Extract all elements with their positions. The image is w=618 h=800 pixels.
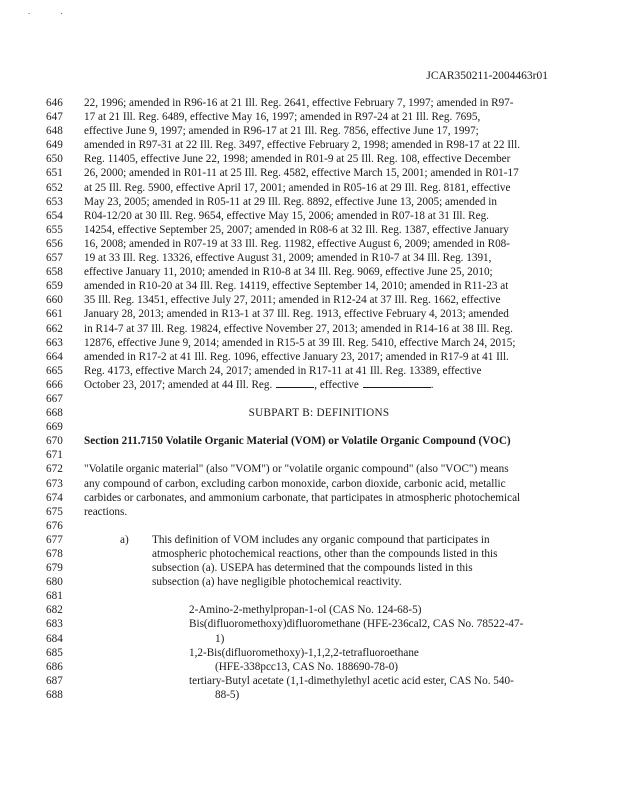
line-number: 649 xyxy=(46,139,63,152)
line-text: effective January 11, 2010; amended in R10-8 at 34 Ill. Reg. 9069, effective June 25, 2010; xyxy=(84,266,493,279)
effective-date-blank xyxy=(363,387,431,388)
line-text: tertiary-Butyl acetate (1,1-dimethylethyl acetic acid ester, CAS No. 540- xyxy=(189,674,514,687)
document-line xyxy=(46,660,566,674)
document-line xyxy=(46,406,566,420)
line-end-punctuation: . xyxy=(430,378,434,391)
line-number: 679 xyxy=(46,562,63,575)
document-line xyxy=(46,181,566,195)
document-line xyxy=(46,265,566,279)
line-text: at 25 Ill. Reg. 5900, effective April 17, 2001; amended in R05-16 at 29 Ill. Reg. 8181, effective xyxy=(84,181,511,194)
line-text: any compound of carbon, excluding carbon monoxide, carbon dioxide, carbonic acid, metallic xyxy=(84,477,506,490)
line-number: 670 xyxy=(46,435,63,448)
document-line xyxy=(46,279,566,293)
line-text: reactions. xyxy=(84,505,128,518)
document-line xyxy=(46,491,566,505)
line-number: 672 xyxy=(46,463,63,476)
line-number: 687 xyxy=(46,674,63,687)
line-number: 666 xyxy=(46,378,63,391)
line-text: (HFE-338pcc13, CAS No. 188690-78-0) xyxy=(215,660,399,673)
line-text: 12876, effective June 9, 2014; amended in R15-5 at 39 Ill. Reg. 5410, effective March 24, 2015; xyxy=(84,336,516,349)
document-line xyxy=(46,350,566,364)
line-text: 14254, effective September 25, 2007; amended in R08-6 at 32 Ill. Reg. 1387, effective January xyxy=(84,223,509,236)
line-number: 668 xyxy=(46,407,63,420)
line-text: in R14-7 at 37 Ill. Reg. 19824, effective November 27, 2013; amended in R14-16 at 38 Ill. Reg. xyxy=(84,322,513,335)
line-text: carbides or carbonates, and ammonium carbonate, that participates in atmospheric photochemical xyxy=(84,491,521,504)
line-number: 663 xyxy=(46,336,63,349)
line-text: amended in R97-31 at 22 Ill. Reg. 3497, effective February 2, 1998; amended in R98-17 at 22 Ill. xyxy=(84,139,521,152)
line-number: 667 xyxy=(46,392,63,405)
line-text: 1) xyxy=(215,632,225,645)
line-text: 35 Ill. Reg. 13451, effective July 27, 2011; amended in R12-24 at 37 Ill. Reg. 1662, effective xyxy=(84,294,501,307)
document-line xyxy=(46,505,566,519)
line-number: 673 xyxy=(46,477,63,490)
document-line xyxy=(46,110,566,124)
line-number: 686 xyxy=(46,660,63,673)
line-number: 653 xyxy=(46,195,63,208)
document-line xyxy=(46,364,566,378)
line-text: 88-5) xyxy=(215,688,240,701)
line-number: 662 xyxy=(46,322,63,335)
line-text: atmospheric photochemical reactions, other than the compounds listed in this xyxy=(152,548,498,560)
line-number: 684 xyxy=(46,632,63,645)
line-number: 660 xyxy=(46,294,63,307)
line-number: 661 xyxy=(46,308,63,321)
line-number: 681 xyxy=(46,590,63,603)
line-number: 671 xyxy=(46,449,63,462)
line-text: Reg. 4173, effective March 24, 2017; amended in R17-11 at 41 Ill. Reg. 13389, effective xyxy=(84,364,482,377)
document-line xyxy=(46,674,566,688)
line-number: 665 xyxy=(46,364,63,377)
document-line xyxy=(46,336,566,350)
line-number: 682 xyxy=(46,604,63,617)
document-line xyxy=(46,166,566,180)
line-text: 16, 2008; amended in R07-19 at 33 Ill. Reg. 11982, effective August 6, 2009; amended in R08- xyxy=(84,237,510,250)
document-line xyxy=(46,547,566,561)
document-line xyxy=(46,392,566,406)
document-line xyxy=(46,237,566,251)
line-number: 676 xyxy=(46,519,63,532)
section-heading: Section 211.7150 Volatile Organic Material (VOM) or Volatile Organic Compound (VOC) xyxy=(84,435,511,448)
line-text: 19 at 33 Ill. Reg. 13326, effective August 31, 2009; amended in R10-7 at 34 Ill. Reg. 1391, xyxy=(84,252,492,265)
subsection-label: a) xyxy=(120,533,129,546)
line-text: 1,2-Bis(difluoromethoxy)-1,1,2,2-tetrafluoroethane xyxy=(189,646,419,659)
line-text: January 28, 2013; amended in R13-1 at 37 Ill. Reg. 1913, effective February 4, 2013; amended xyxy=(84,308,509,321)
document-line xyxy=(46,448,566,462)
line-number: 658 xyxy=(46,266,63,279)
document-line xyxy=(46,96,566,110)
line-text: 22, 1996; amended in R96-16 at 21 Ill. Reg. 2641, effective February 7, 1997; amended in R97- xyxy=(84,97,514,109)
subpart-heading: SUBPART B: DEFINITIONS xyxy=(248,407,390,420)
line-text: subsection (a) have negligible photochemical reactivity. xyxy=(152,576,402,589)
document-line xyxy=(46,632,566,646)
document-line xyxy=(46,561,566,575)
effective-label: effective xyxy=(319,378,359,391)
line-number: 654 xyxy=(46,209,63,222)
corner-marks: . . xyxy=(28,6,77,16)
line-number: 675 xyxy=(46,505,63,518)
document-line xyxy=(46,477,566,491)
document-line xyxy=(46,322,566,336)
document-line xyxy=(46,152,566,166)
line-number: 657 xyxy=(46,252,63,265)
line-number: 652 xyxy=(46,181,63,194)
line-text: 17 at 21 Ill. Reg. 6489, effective May 16, 1997; amended in R97-24 at 21 Ill. Reg. 7695, xyxy=(84,111,481,124)
document-line xyxy=(46,378,566,392)
line-number: 650 xyxy=(46,153,63,166)
document-id: JCAR350211-2004463r01 xyxy=(426,70,548,82)
line-text-with-blanks: October 23, 2017; amended at 44 Ill. Reg. , effective . xyxy=(84,378,434,391)
line-text: subsection (a). USEPA has determined that the compounds listed in this xyxy=(152,562,473,575)
line-text: October 23, 2017; amended at 44 Ill. Reg. xyxy=(84,378,273,391)
document-body xyxy=(46,96,566,702)
line-number: 688 xyxy=(46,688,63,701)
document-line xyxy=(46,575,566,589)
line-text: amended in R10-20 at 34 Ill. Reg. 14119, effective September 14, 2010; amended in R11-23 at xyxy=(84,280,509,293)
line-text: May 23, 2005; amended in R05-11 at 29 Ill. Reg. 8892, effective June 13, 2005; amended in xyxy=(84,195,497,208)
line-text: "Volatile organic material" (also "VOM") or "volatile organic compound" (also "VOC") means xyxy=(84,463,509,476)
line-number: 669 xyxy=(46,421,63,434)
document-line xyxy=(46,209,566,223)
line-number: 680 xyxy=(46,576,63,589)
document-line xyxy=(46,519,566,533)
line-number: 647 xyxy=(46,111,63,124)
line-text: 26, 2000; amended in R01-11 at 25 Ill. Reg. 4582, effective March 15, 2001; amended in R01-17 xyxy=(84,167,519,180)
line-text: effective June 9, 1997; amended in R96-17 at 21 Ill. Reg. 7856, effective June 17, 1997; xyxy=(84,125,479,138)
document-line xyxy=(46,688,566,702)
line-number: 674 xyxy=(46,491,63,504)
line-number: 656 xyxy=(46,237,63,250)
document-line xyxy=(46,533,566,547)
line-number: 685 xyxy=(46,646,63,659)
line-number: 648 xyxy=(46,125,63,138)
document-line xyxy=(46,434,566,448)
document-line xyxy=(46,251,566,265)
line-number: 655 xyxy=(46,223,63,236)
line-text: R04-12/20 at 30 Ill. Reg. 9654, effective May 15, 2006; amended in R07-18 at 31 Ill. Reg. xyxy=(84,209,489,222)
register-page-blank xyxy=(276,387,314,388)
document-line xyxy=(46,124,566,138)
document-line xyxy=(46,589,566,603)
line-text: Bis(difluoromethoxy)difluoromethane (HFE-236cal2, CAS No. 78522-47- xyxy=(189,618,524,631)
line-number: 683 xyxy=(46,618,63,631)
document-line xyxy=(46,223,566,237)
line-number: 678 xyxy=(46,548,63,560)
line-number: 659 xyxy=(46,280,63,293)
document-line xyxy=(46,307,566,321)
line-text: This definition of VOM includes any organic compound that participates in xyxy=(152,533,490,546)
line-text: 2-Amino-2-methylpropan-1-ol (CAS No. 124-68-5) xyxy=(189,604,422,617)
document-line xyxy=(46,293,566,307)
line-text: Reg. 11405, effective June 22, 1998; amended in R01-9 at 25 Ill. Reg. 108, effective December xyxy=(84,153,511,166)
line-number: 677 xyxy=(46,533,63,546)
line-number: 646 xyxy=(46,97,63,109)
document-line xyxy=(46,617,566,631)
document-line xyxy=(46,420,566,434)
line-number: 651 xyxy=(46,167,63,180)
document-line xyxy=(46,462,566,476)
line-number: 664 xyxy=(46,350,63,363)
document-line xyxy=(46,603,566,617)
document-line xyxy=(46,138,566,152)
document-line xyxy=(46,195,566,209)
document-line xyxy=(46,646,566,660)
line-text: amended in R17-2 at 41 Ill. Reg. 1096, effective January 23, 2017; amended in R17-9 at 41 Ill. xyxy=(84,350,509,363)
